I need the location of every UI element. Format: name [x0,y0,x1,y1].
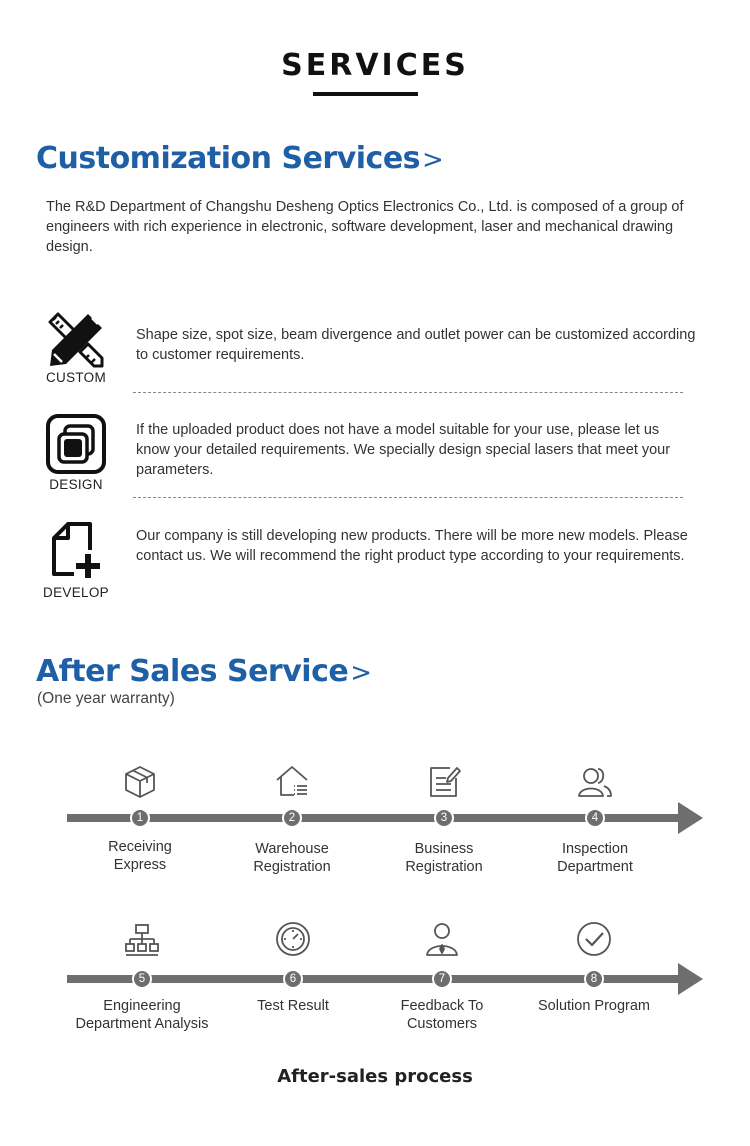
customization-heading-arrow: > [422,145,444,175]
after-sales-heading-arrow: > [350,658,372,688]
step-label: Inspection Department [557,841,633,875]
warehouse-icon [274,764,310,800]
service-label-design: DESIGN [49,477,103,492]
customization-heading [36,141,443,176]
step-label: Solution Program [537,998,651,1014]
step-label: Receiving Express [108,839,172,873]
service-text-develop: Our company is still developing new products. There will be more new models. Please contact us. We will recommend the right product type according to your requirements. [136,528,688,564]
customization-intro: The R&D Department of Changshu Desheng Optics Electronics Co., Ltd. is composed of a group of engineers with rich experience in electronic, software development, laser and mechanical drawing design. [46,199,684,255]
service-label-develop: DEVELOP [43,585,109,600]
after-sales-heading-text: After Sales Service [36,654,349,689]
timer-icon [275,921,311,957]
warranty-note: (One year warranty) [37,690,175,707]
divider [133,497,683,498]
org-chart-icon [124,922,160,958]
layers-icon [44,412,108,476]
step-number: 7 [432,969,452,989]
step-number: 4 [585,808,605,828]
users-icon [577,764,613,800]
process-timeline-1 [0,760,750,900]
service-label-custom: CUSTOM [45,370,107,385]
step-label: Feedback To Customers [400,998,484,1032]
services-underline [313,92,418,96]
check-circle-icon [576,921,612,957]
timeline-arrowhead [678,802,703,834]
step-number: 3 [434,808,454,828]
customization-heading-text: Customization Services [36,141,421,176]
timeline-arrowhead [678,963,703,995]
edit-form-icon [426,764,462,800]
step-number: 1 [130,808,150,828]
user-icon [424,921,460,957]
step-number: 8 [584,969,604,989]
step-label: Test Result [257,998,329,1014]
divider [133,392,683,393]
pencil-icon [44,308,108,372]
services-title: SERVICES [281,48,469,83]
step-number: 2 [282,808,302,828]
after-sales-heading [36,654,372,689]
package-icon [122,764,158,800]
step-label: Warehouse Registration [253,841,331,875]
process-timeline-2 [0,918,750,1058]
step-number: 5 [132,969,152,989]
step-label: Engineering Department Analysis [75,998,209,1032]
step-label: Business Registration [405,841,483,875]
service-text-design: If the uploaded product does not have a model suitable for your use, please let us know your detailed requirements. We specially design special lasers that meet your parameters. [136,422,671,478]
step-number: 6 [283,969,303,989]
new-document-icon [44,520,108,584]
process-caption: After-sales process [277,1066,473,1087]
service-text-custom: Shape size, spot size, beam divergence and outlet power can be customized according to customer requirements. [136,327,696,363]
